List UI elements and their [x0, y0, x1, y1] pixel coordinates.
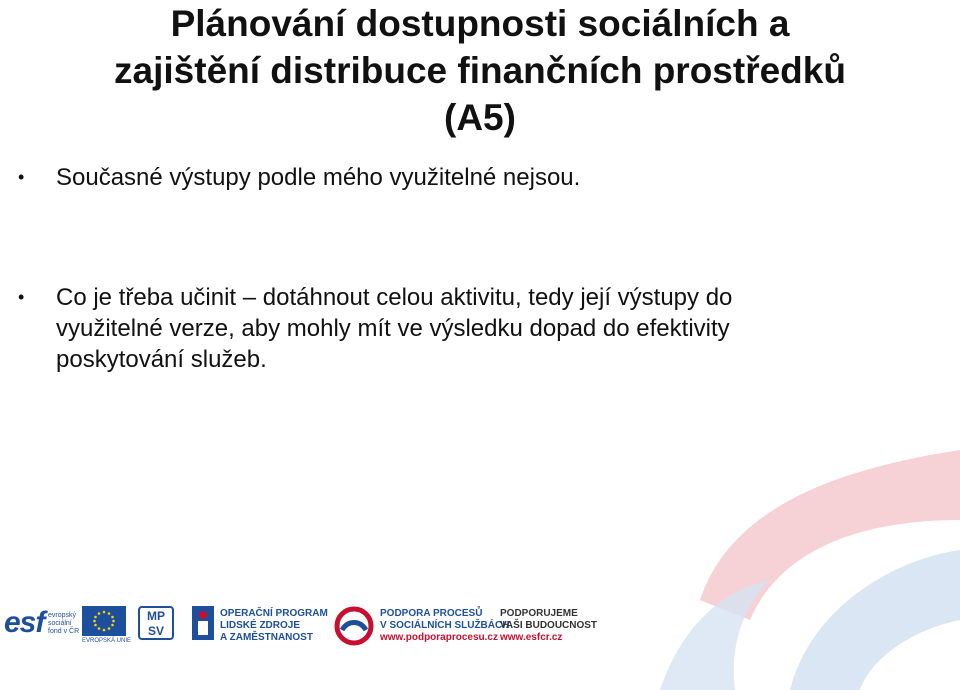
bullet-text — [28, 162, 900, 193]
mpsv-logo — [138, 606, 174, 640]
bullet-item-2 — [18, 282, 900, 375]
bullet-text — [28, 282, 900, 375]
esf-logo: esf — [4, 606, 45, 639]
support-line: VAŠI BUDOUCNOST — [500, 620, 598, 631]
op-program-icon — [192, 606, 214, 640]
support-text — [500, 608, 597, 644]
slide-title — [0, 0, 960, 141]
bullet-dot: • — [18, 167, 25, 187]
bullet-1-line-1: Současné výstupy podle mého využitelné nejsou. — [56, 164, 581, 191]
mpsv-line: SV — [147, 624, 164, 638]
decorative-swoosh — [640, 390, 960, 690]
pp-url[interactable]: www.podporaprocesu.cz — [380, 632, 498, 643]
support-url[interactable]: www.esfcr.cz — [500, 632, 563, 643]
pp-line: V SOCIÁLNÍCH SLUŽBÁCH — [380, 620, 510, 631]
pp-line: PODPORA PROCESŮ — [380, 608, 483, 619]
title-line-1: Plánování dostupnosti sociálních a — [170, 3, 790, 44]
eu-flag-icon — [82, 606, 126, 636]
op-line: LIDSKÉ ZDROJE — [220, 620, 301, 631]
bullet-item-1 — [18, 162, 900, 193]
esf-text-line: sociální — [48, 620, 72, 627]
eu-text: EVROPSKÁ UNIE — [82, 638, 132, 644]
mpsv-line: MP — [147, 609, 165, 623]
bullet-2-line-2: využitelné verze, aby mohly mít ve výsledku dopad do efektivity — [56, 315, 730, 342]
op-program-text — [220, 608, 328, 644]
bullet-2-line-1: Co je třeba učinit – dotáhnout celou aktivitu, tedy její výstupy do — [56, 284, 733, 311]
support-line: PODPORUJEME — [500, 608, 578, 619]
esf-text-line: evropský — [48, 612, 77, 619]
op-line: A ZAMĚSTNANOST — [220, 632, 313, 643]
bullet-dot: • — [18, 287, 25, 307]
podpora-procesu-icon — [334, 606, 374, 646]
esf-text — [48, 612, 79, 636]
footer-logos — [0, 600, 620, 650]
bullet-2-line-3: poskytování služeb. — [56, 346, 267, 373]
title-line-2: zajištění distribuce finančních prostředků — [114, 50, 846, 91]
op-line: OPERAČNÍ PROGRAM — [220, 608, 328, 619]
esf-text-line: fond v ČR — [48, 628, 80, 635]
title-line-3: (A5) — [444, 97, 516, 138]
podpora-procesu-text — [380, 608, 509, 644]
